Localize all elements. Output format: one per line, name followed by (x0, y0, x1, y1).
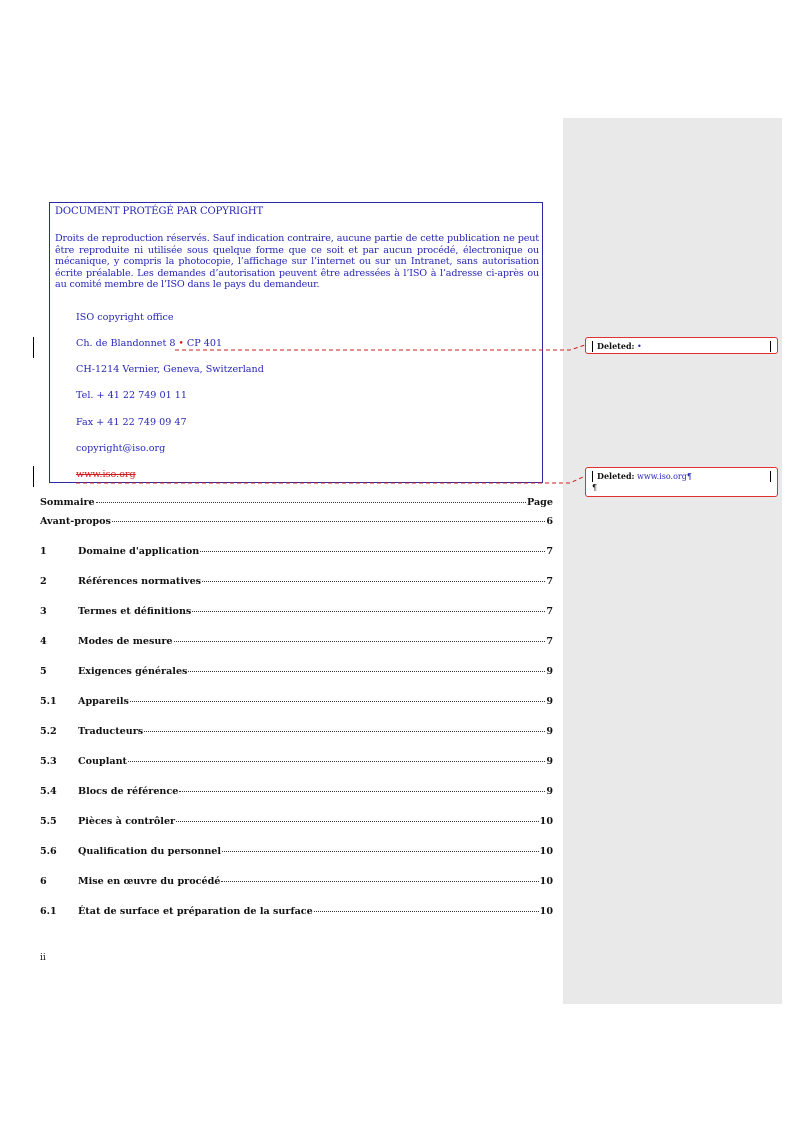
toc-entry-page: 6 (546, 516, 553, 527)
toc-leader (188, 671, 545, 672)
copyright-email: copyright@iso.org (76, 443, 166, 454)
toc-leader (200, 551, 545, 552)
toc-entry-title: Domaine d'application (78, 546, 200, 557)
copyright-paragraph: Droits de reproduction réservés. Sauf indication contraire, aucune partie de cette publication ne peut être reproduite ni utilisée sous quelque forme que ce soit et par aucun procédé, électronique ou mécanique, y compris la photocopie, l’affichage sur l’internet ou sur un Intranet, sans autorisation écrite préalable. Les demandes d’autorisation peuvent être adressées à l’ISO à l’adresse ci-après ou au comité membre de l’ISO dans le pays du demandeur. (55, 233, 539, 291)
toc-entry[interactable] (40, 786, 553, 797)
toc-leader (96, 502, 526, 503)
toc-leader (221, 881, 538, 882)
toc-entry-number: 3 (40, 606, 47, 617)
copyright-website-deleted[interactable]: www.iso.org (76, 469, 136, 480)
comment-label: Deleted: (597, 471, 635, 481)
toc-leader (174, 641, 546, 642)
toc-entry-number: 5.1 (40, 696, 57, 707)
toc-entry-number: 5 (40, 666, 47, 677)
comment-deleted-2[interactable] (585, 467, 778, 497)
address-part-1: Ch. de Blandonnet 8 (76, 338, 176, 349)
toc-entry-page: 9 (546, 756, 553, 767)
toc-leader (314, 911, 539, 912)
toc-entry-title: Blocs de référence (78, 786, 179, 797)
toc-entry-title: Exigences générales (78, 666, 188, 677)
toc-entry-title: Couplant (78, 756, 127, 767)
copyright-office: ISO copyright office (76, 312, 174, 323)
toc-entry[interactable] (40, 606, 553, 617)
toc-entry-title: Modes de mesure (78, 636, 173, 647)
toc-entry[interactable] (40, 876, 553, 887)
copyright-address (76, 338, 222, 349)
toc-entry[interactable] (40, 546, 553, 557)
toc-entry-page: 7 (546, 636, 553, 647)
toc-entry-number: 5.6 (40, 846, 57, 857)
toc-entry-number: 5.4 (40, 786, 57, 797)
change-bar (33, 466, 34, 487)
toc-header (40, 497, 553, 508)
toc-entry-title: Pièces à contrôler (78, 816, 176, 827)
toc-entry-title: Références normatives (78, 576, 202, 587)
toc-entry-number: 4 (40, 636, 47, 647)
toc-entry-page: 10 (539, 816, 553, 827)
comment-label: Deleted: (597, 341, 635, 351)
toc-entry-number: 2 (40, 576, 47, 587)
toc-entry-title: Mise en œuvre du procédé (78, 876, 221, 887)
toc-entry-title: Traducteurs (78, 726, 144, 737)
toc-entry-number: 5.5 (40, 816, 57, 827)
change-bar (33, 337, 34, 358)
toc-entry-page: 7 (546, 606, 553, 617)
toc-entry-page: 10 (539, 876, 553, 887)
toc-leader (128, 761, 545, 762)
toc-entry-page: 10 (539, 846, 553, 857)
toc-leader (144, 731, 545, 732)
comment-margin-pane (563, 118, 782, 1004)
deletion-mark[interactable]: • (178, 339, 184, 349)
toc-entry-page: 7 (546, 546, 553, 557)
toc-entry-page: 9 (546, 666, 553, 677)
toc-entry-title: Avant-propos (40, 516, 111, 527)
toc-entry-page: 9 (546, 726, 553, 737)
page-number: ii (40, 953, 46, 963)
toc-leader (202, 581, 545, 582)
copyright-fax: Fax + 41 22 749 09 47 (76, 417, 187, 428)
toc-header-title: Sommaire (40, 497, 95, 508)
toc-header-page: Page (527, 497, 553, 508)
copyright-city: CH-1214 Vernier, Geneva, Switzerland (76, 364, 264, 375)
copyright-tel: Tel. + 41 22 749 01 11 (76, 390, 187, 401)
toc-entry-number: 5.3 (40, 756, 57, 767)
toc-leader (112, 521, 545, 522)
comment-pilcrow: ¶ (592, 483, 598, 492)
toc-entry[interactable] (40, 816, 553, 827)
toc-leader (222, 851, 539, 852)
toc-leader (176, 821, 539, 822)
toc-entry[interactable] (40, 516, 553, 527)
toc-entry[interactable] (40, 696, 553, 707)
toc-entry-number: 6 (40, 876, 47, 887)
toc-entry[interactable] (40, 666, 553, 677)
toc-entry[interactable] (40, 846, 553, 857)
toc-entry-title: Appareils (78, 696, 129, 707)
toc-entry-page: 7 (546, 576, 553, 587)
toc-entry[interactable] (40, 576, 553, 587)
copyright-title: DOCUMENT PROTÉGÉ PAR COPYRIGHT (55, 206, 264, 217)
toc-entry-title: État de surface et préparation de la surface (78, 906, 313, 917)
toc-entry-page: 9 (546, 786, 553, 797)
toc-entry-number: 6.1 (40, 906, 57, 917)
toc-entry-page: 9 (546, 696, 553, 707)
address-part-2: CP 401 (186, 338, 223, 349)
toc-entry-number: 5.2 (40, 726, 57, 737)
comment-text: • (637, 342, 642, 351)
toc-entry-title: Termes et définitions (78, 606, 192, 617)
toc-entry-number: 1 (40, 546, 47, 557)
toc-entry-title: Qualification du personnel (78, 846, 222, 857)
toc-entry[interactable] (40, 636, 553, 647)
toc-leader (192, 611, 545, 612)
toc-entry[interactable] (40, 906, 553, 917)
comment-text: www.iso.org¶ (637, 472, 692, 481)
toc-entry[interactable] (40, 726, 553, 737)
toc-entry[interactable] (40, 756, 553, 767)
toc-entry-page: 10 (539, 906, 553, 917)
comment-deleted-1[interactable] (585, 337, 778, 354)
toc-leader (130, 701, 545, 702)
toc-leader (179, 791, 545, 792)
